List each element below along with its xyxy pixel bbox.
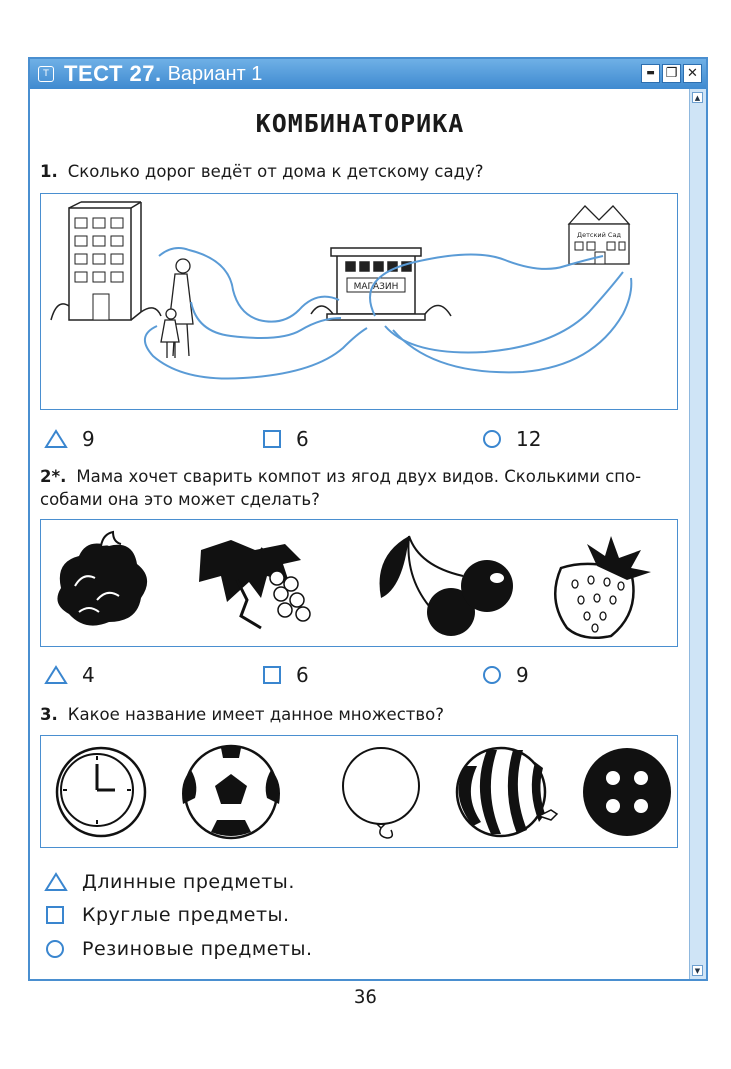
answer-option[interactable] bbox=[262, 427, 309, 451]
window-app-icon: T bbox=[38, 66, 54, 82]
button-drawing bbox=[583, 748, 671, 836]
test-variant: Вариант 1 bbox=[167, 62, 263, 85]
vertical-scrollbar[interactable] bbox=[689, 89, 706, 979]
answers-1 bbox=[44, 427, 664, 457]
question-text-continued: собами она это может сделать? bbox=[40, 490, 320, 509]
test-window bbox=[28, 57, 708, 981]
answer-label: 4 bbox=[82, 663, 95, 687]
triangle-icon bbox=[44, 665, 68, 685]
question-text: Сколько дорог ведёт от дома к детскому саду? bbox=[67, 162, 484, 181]
cherry-drawing bbox=[380, 536, 513, 636]
question-1 bbox=[40, 162, 484, 181]
answer-label: Круглые предметы. bbox=[82, 904, 290, 926]
scroll-up-arrow-icon[interactable]: ▲ bbox=[692, 92, 703, 103]
raspberry-drawing bbox=[57, 532, 147, 626]
page-number: 36 bbox=[354, 986, 377, 1008]
striped-ball-drawing bbox=[457, 748, 557, 836]
answer-label: Длинные предметы. bbox=[82, 871, 295, 893]
answer-option[interactable] bbox=[44, 871, 295, 893]
roads-picture bbox=[40, 193, 678, 410]
restore-button[interactable]: ❐ bbox=[662, 64, 681, 83]
question-number: 1. bbox=[40, 162, 58, 181]
house-drawing bbox=[51, 202, 161, 320]
kindergarten-label: Детский Сад bbox=[577, 231, 621, 239]
currant-drawing bbox=[199, 540, 310, 628]
question-number: 3. bbox=[40, 705, 58, 724]
soccer-ball-drawing bbox=[182, 746, 280, 838]
answer-label: 12 bbox=[516, 427, 542, 451]
berries-illustration bbox=[41, 520, 676, 645]
answer-label: 6 bbox=[296, 427, 309, 451]
triangle-icon bbox=[44, 872, 68, 892]
round-objects-picture bbox=[40, 735, 678, 848]
test-title: ТЕСТ 27. bbox=[64, 61, 162, 86]
answer-label: 9 bbox=[516, 663, 529, 687]
answer-option[interactable] bbox=[44, 663, 95, 687]
road-5 bbox=[385, 272, 623, 352]
question-text: Мама хочет сварить компот из ягод двух видов. Сколькими спо- bbox=[76, 467, 642, 486]
answer-option[interactable] bbox=[482, 427, 541, 451]
square-icon bbox=[262, 665, 282, 685]
square-icon bbox=[44, 905, 68, 925]
berries-picture bbox=[40, 519, 678, 647]
triangle-icon bbox=[44, 429, 68, 449]
answer-label: 9 bbox=[82, 427, 95, 451]
answers-2 bbox=[44, 663, 664, 693]
balloon-drawing bbox=[343, 748, 419, 838]
close-button[interactable]: ✕ bbox=[683, 64, 702, 83]
title-bar bbox=[30, 59, 706, 89]
mother-and-child-drawing bbox=[161, 259, 193, 358]
window-controls bbox=[641, 64, 702, 83]
answer-option[interactable] bbox=[482, 663, 529, 687]
circle-icon bbox=[482, 429, 502, 449]
answer-label: 6 bbox=[296, 663, 309, 687]
question-3 bbox=[40, 705, 444, 724]
square-icon bbox=[262, 429, 282, 449]
round-objects-illustration bbox=[41, 736, 676, 846]
question-2 bbox=[40, 465, 641, 511]
shop-label: МАГАЗИН bbox=[353, 282, 399, 292]
question-text: Какое название имеет данное множество? bbox=[67, 705, 444, 724]
answer-option[interactable] bbox=[44, 427, 95, 451]
answer-option[interactable] bbox=[262, 663, 309, 687]
strawberry-drawing bbox=[555, 536, 651, 638]
answer-label: Резиновые предметы. bbox=[82, 938, 313, 960]
road-3 bbox=[145, 326, 367, 379]
clock-drawing bbox=[57, 748, 145, 836]
circle-icon bbox=[482, 665, 502, 685]
answer-option[interactable] bbox=[44, 904, 290, 926]
question-number: 2*. bbox=[40, 467, 67, 486]
answer-option[interactable] bbox=[44, 938, 313, 960]
roads-illustration bbox=[41, 194, 676, 408]
road-6 bbox=[393, 278, 631, 372]
page-heading: КОМБИНАТОРИКА bbox=[255, 109, 465, 138]
circle-icon bbox=[44, 939, 68, 959]
scroll-down-arrow-icon[interactable]: ▼ bbox=[692, 965, 703, 976]
minimize-button[interactable]: ▬ bbox=[641, 64, 660, 83]
